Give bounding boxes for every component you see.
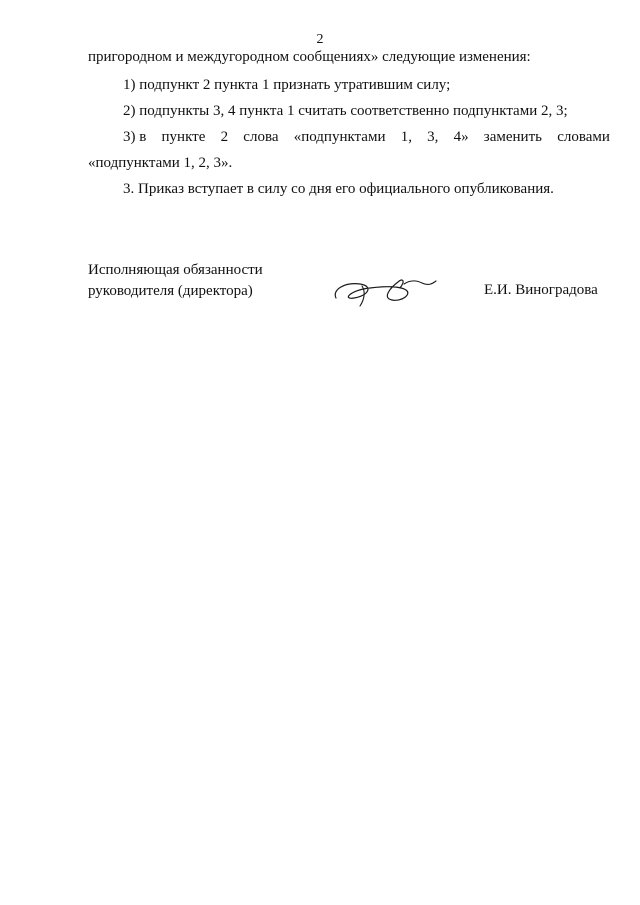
- page-number: 2: [316, 32, 324, 47]
- list-item-3-continuation: «подпунктами 1, 2, 3».: [88, 155, 233, 171]
- list-item-3-word: заменить: [483, 129, 542, 145]
- list-item-3-word: слова: [243, 129, 279, 145]
- list-item-3: [123, 128, 610, 146]
- list-item-3-word: «подпунктами: [293, 129, 386, 145]
- text-line-continuation: пригородном и междугородном сообщениях» следующие изменения:: [88, 49, 531, 65]
- list-item-3-word: 1,: [400, 129, 412, 145]
- list-item-3-word: словами: [557, 129, 610, 145]
- list-item-3-word: 2: [220, 129, 229, 145]
- signatory-title: [88, 260, 263, 302]
- list-item-3-word: 3,: [427, 129, 439, 145]
- signatory-title-line-2: руководителя (директора): [88, 283, 253, 299]
- list-item-3-word: 3) в: [123, 129, 147, 145]
- handwritten-signature: [330, 268, 440, 312]
- signatory-name: Е.И. Виноградова: [484, 282, 598, 298]
- list-item-3-word: пункте: [161, 129, 206, 145]
- list-item-3-word: 4»: [453, 129, 469, 145]
- paragraph-point-3: 3. Приказ вступает в силу со дня его официального опубликования.: [123, 181, 554, 197]
- list-item-1: 1) подпункт 2 пункта 1 признать утратившим силу;: [123, 77, 451, 93]
- list-item-2: 2) подпункты 3, 4 пункта 1 считать соответственно подпунктами 2, 3;: [123, 103, 568, 119]
- signatory-title-line-1: Исполняющая обязанности: [88, 262, 263, 278]
